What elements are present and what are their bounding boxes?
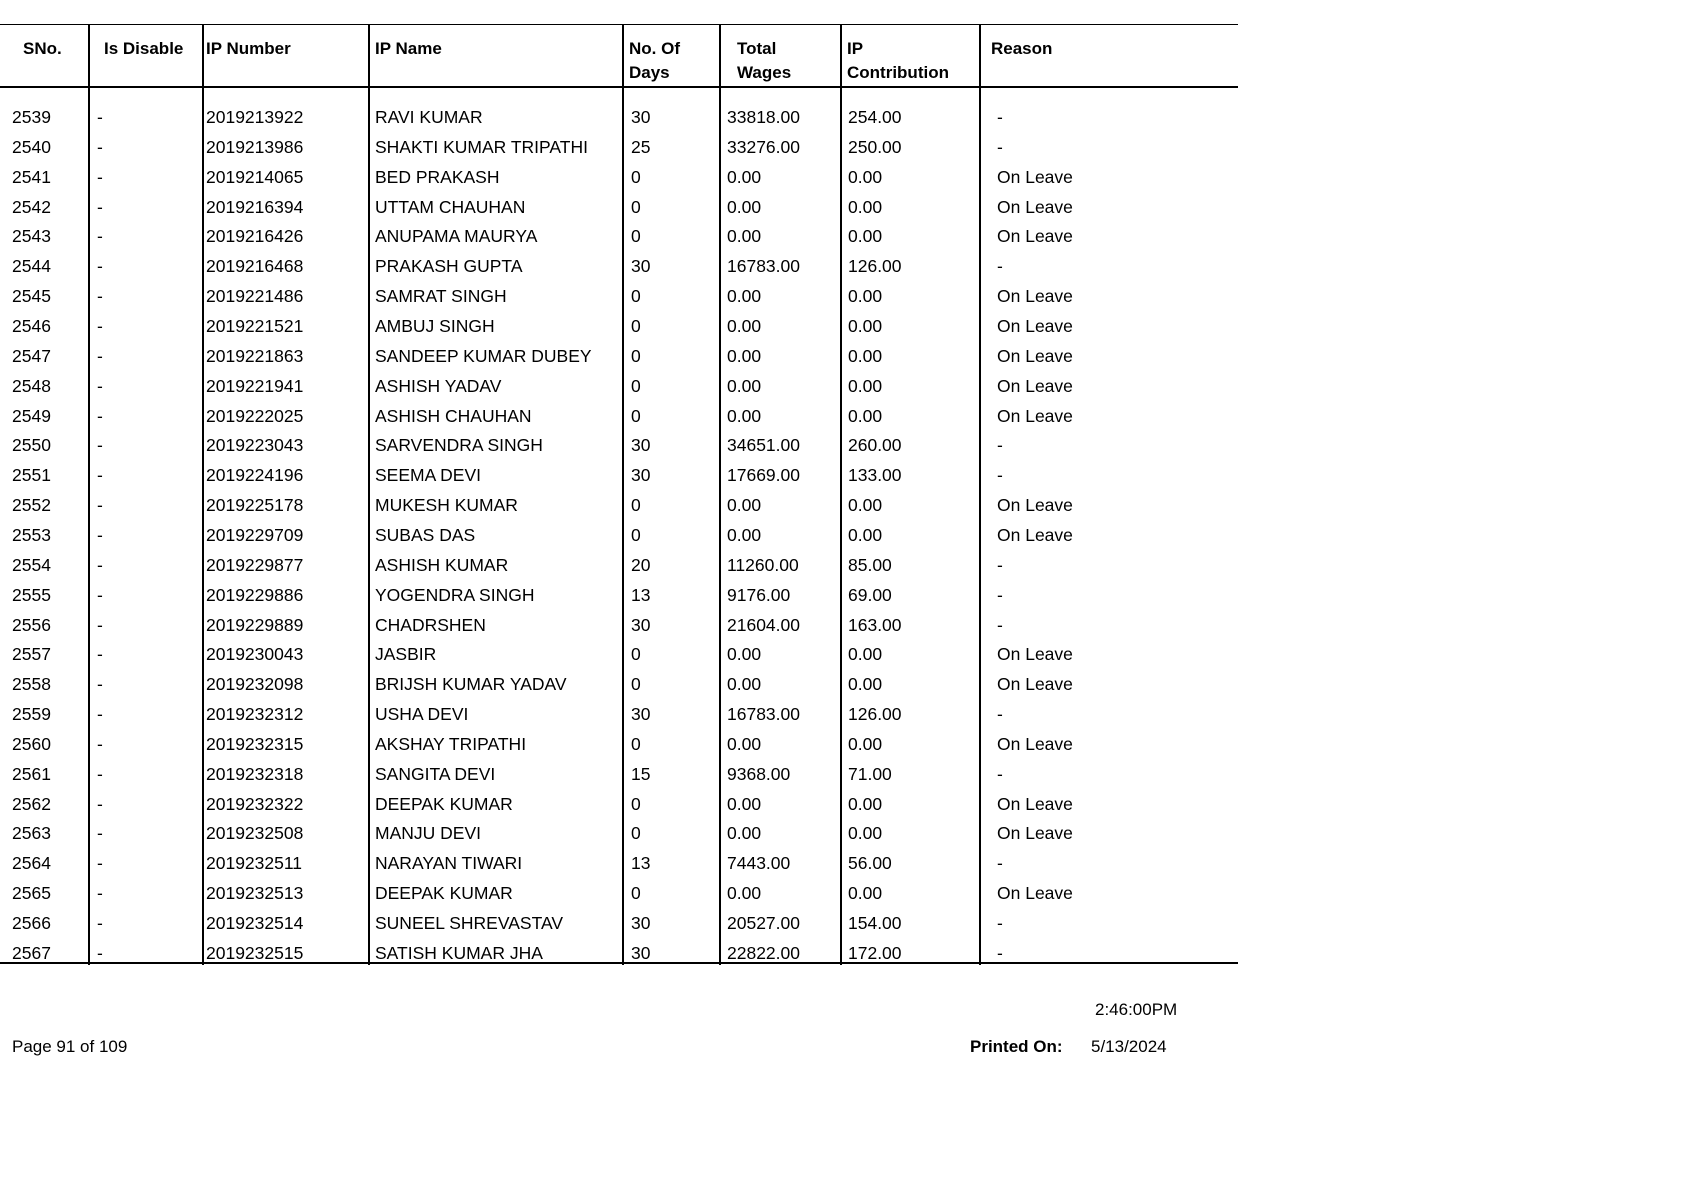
cell-ip-name: SARVENDRA SINGH	[375, 435, 543, 456]
cell-days: 30	[631, 614, 651, 635]
cell-sno: 2552	[12, 495, 51, 516]
printed-date: 5/13/2024	[1091, 1037, 1167, 1056]
cell-is-disable: -	[97, 435, 103, 456]
cell-is-disable: -	[97, 405, 103, 426]
cell-reason: -	[997, 913, 1003, 933]
cell-is-disable: -	[97, 823, 103, 844]
cell-ip-contribution: 71.00	[848, 763, 892, 784]
cell-ip-name: USHA DEVI	[375, 704, 469, 724]
cell-is-disable: -	[97, 644, 103, 665]
cell-days: 0	[631, 495, 641, 516]
cell-ip-contribution: 0.00	[848, 644, 883, 665]
cell-ip-name: SAMRAT SINGH	[375, 286, 507, 307]
cell-days: 30	[631, 256, 651, 277]
cell-reason: -	[997, 136, 1003, 157]
cell-total-wages: 0.00	[727, 226, 762, 247]
cell-days: 30	[631, 465, 651, 486]
cell-ip-contribution: 0.00	[848, 524, 883, 545]
cell-reason: On Leave	[997, 405, 1073, 426]
cell-sno: 2555	[12, 584, 51, 605]
cell-is-disable: -	[97, 883, 103, 904]
cell-days: 13	[631, 853, 651, 874]
cell-sno: 2567	[12, 942, 51, 963]
cell-ip-number: 2019221521	[206, 316, 304, 336]
header-days-line1: No. Of	[629, 39, 680, 58]
cell-ip-number: 2019232508	[206, 823, 304, 844]
cell-ip-name: SANGITA DEVI	[375, 763, 496, 784]
cell-is-disable: -	[97, 524, 103, 545]
cell-ip-number: 2019224196	[206, 465, 304, 486]
cell-ip-contribution: 0.00	[848, 405, 883, 426]
cell-days: 0	[631, 524, 641, 545]
column-divider	[202, 24, 204, 965]
header-bottom-rule	[0, 86, 1238, 88]
cell-is-disable: -	[97, 136, 103, 157]
cell-reason: On Leave	[997, 674, 1073, 695]
cell-days: 0	[631, 226, 641, 247]
cell-total-wages: 33818.00	[727, 107, 800, 127]
cell-days: 0	[631, 793, 641, 814]
cell-reason: -	[997, 704, 1003, 724]
cell-reason: On Leave	[997, 286, 1073, 307]
cell-sno: 2550	[12, 435, 51, 456]
printed-on-label: Printed On:	[970, 1037, 1063, 1056]
cell-sno: 2562	[12, 793, 51, 814]
cell-ip-contribution: 0.00	[848, 375, 883, 396]
column-divider	[840, 24, 842, 965]
cell-is-disable: -	[97, 226, 103, 247]
cell-ip-number: 2019230043	[206, 644, 304, 665]
cell-is-disable: -	[97, 345, 103, 366]
cell-is-disable: -	[97, 674, 103, 695]
cell-days: 0	[631, 286, 641, 307]
cell-reason: -	[997, 256, 1003, 277]
cell-reason: On Leave	[997, 883, 1073, 904]
cell-sno: 2548	[12, 375, 51, 396]
cell-ip-number: 2019232318	[206, 763, 304, 784]
column-divider	[979, 24, 981, 965]
column-divider	[719, 24, 721, 965]
cell-is-disable: -	[97, 375, 103, 396]
cell-reason: On Leave	[997, 316, 1073, 336]
cell-ip-contribution: 0.00	[848, 495, 883, 516]
page-number: Page 91 of 109	[12, 1037, 128, 1056]
cell-total-wages: 17669.00	[727, 465, 800, 486]
cell-total-wages: 7443.00	[727, 853, 791, 874]
cell-ip-contribution: 126.00	[848, 256, 902, 277]
cell-ip-number: 2019221941	[206, 375, 304, 396]
cell-sno: 2564	[12, 853, 51, 874]
cell-is-disable: -	[97, 733, 103, 754]
cell-is-disable: -	[97, 913, 103, 933]
cell-days: 0	[631, 405, 641, 426]
cell-total-wages: 0.00	[727, 166, 762, 187]
cell-sno: 2551	[12, 465, 51, 486]
cell-reason: -	[997, 435, 1003, 456]
cell-ip-contribution: 0.00	[848, 316, 883, 336]
cell-ip-contribution: 250.00	[848, 136, 902, 157]
cell-sno: 2563	[12, 823, 51, 844]
cell-ip-number: 2019214065	[206, 166, 304, 187]
cell-ip-number: 2019229886	[206, 584, 304, 605]
cell-ip-name: DEEPAK KUMAR	[375, 883, 513, 904]
cell-ip-name: YOGENDRA SINGH	[375, 584, 535, 605]
cell-ip-name: PRAKASH GUPTA	[375, 256, 523, 277]
cell-ip-name: SUNEEL SHREVASTAV	[375, 913, 564, 933]
cell-ip-name: SEEMA DEVI	[375, 465, 482, 486]
cell-sno: 2565	[12, 883, 51, 904]
cell-ip-contribution: 172.00	[848, 942, 902, 963]
cell-days: 0	[631, 196, 641, 217]
cell-total-wages: 0.00	[727, 524, 762, 545]
cell-ip-contribution: 69.00	[848, 584, 892, 605]
cell-sno: 2543	[12, 226, 51, 247]
printed-time: 2:46:00PM	[1095, 1000, 1178, 1019]
cell-days: 0	[631, 316, 641, 336]
cell-ip-contribution: 0.00	[848, 226, 883, 247]
cell-ip-number: 2019229889	[206, 614, 304, 635]
cell-is-disable: -	[97, 614, 103, 635]
column-divider	[368, 24, 370, 965]
cell-sno: 2545	[12, 286, 51, 307]
cell-is-disable: -	[97, 853, 103, 874]
cell-reason: -	[997, 942, 1003, 963]
cell-ip-name: AMBUJ SINGH	[375, 316, 495, 336]
cell-reason: On Leave	[997, 166, 1073, 187]
cell-is-disable: -	[97, 584, 103, 605]
cell-ip-number: 2019221486	[206, 286, 304, 307]
cell-ip-contribution: 254.00	[848, 107, 902, 127]
cell-sno: 2557	[12, 644, 51, 665]
cell-ip-number: 2019213986	[206, 136, 304, 157]
cell-ip-name: SATISH KUMAR JHA	[375, 942, 543, 963]
cell-days: 0	[631, 883, 641, 904]
cell-ip-number: 2019232312	[206, 704, 304, 724]
cell-reason: -	[997, 584, 1003, 605]
cell-total-wages: 0.00	[727, 405, 762, 426]
cell-ip-number: 2019232315	[206, 733, 304, 754]
cell-is-disable: -	[97, 286, 103, 307]
cell-ip-name: ASHISH KUMAR	[375, 554, 509, 575]
cell-ip-name: ASHISH CHAUHAN	[375, 405, 532, 426]
cell-total-wages: 0.00	[727, 793, 762, 814]
cell-total-wages: 0.00	[727, 316, 762, 336]
cell-days: 0	[631, 375, 641, 396]
cell-ip-name: CHADRSHEN	[375, 614, 486, 635]
cell-ip-number: 2019213922	[206, 107, 304, 127]
cell-days: 20	[631, 554, 651, 575]
cell-ip-contribution: 0.00	[848, 674, 883, 695]
column-divider	[88, 24, 90, 965]
cell-ip-contribution: 0.00	[848, 733, 883, 754]
cell-is-disable: -	[97, 942, 103, 963]
cell-days: 0	[631, 674, 641, 695]
header-reason: Reason	[991, 39, 1053, 58]
cell-total-wages: 0.00	[727, 823, 762, 844]
cell-sno: 2560	[12, 733, 51, 754]
cell-reason: On Leave	[997, 793, 1073, 814]
cell-reason: -	[997, 614, 1003, 635]
cell-ip-number: 2019232098	[206, 674, 304, 695]
cell-ip-contribution: 0.00	[848, 823, 883, 844]
cell-reason: On Leave	[997, 524, 1073, 545]
cell-sno: 2540	[12, 136, 51, 157]
cell-is-disable: -	[97, 763, 103, 784]
cell-ip-number: 2019221863	[206, 345, 304, 366]
cell-days: 15	[631, 763, 651, 784]
cell-total-wages: 0.00	[727, 286, 762, 307]
header-wages-line2: Wages	[737, 63, 792, 82]
cell-total-wages: 34651.00	[727, 435, 800, 456]
cell-total-wages: 0.00	[727, 883, 762, 904]
cell-ip-name: ASHISH YADAV	[375, 375, 502, 396]
cell-is-disable: -	[97, 495, 103, 516]
cell-reason: On Leave	[997, 733, 1073, 754]
cell-ip-contribution: 0.00	[848, 166, 883, 187]
cell-ip-name: JASBIR	[375, 644, 437, 665]
cell-sno: 2542	[12, 196, 51, 217]
cell-sno: 2546	[12, 316, 51, 336]
cell-days: 30	[631, 704, 651, 724]
cell-total-wages: 33276.00	[727, 136, 800, 157]
cell-ip-number: 2019232322	[206, 793, 304, 814]
cell-is-disable: -	[97, 166, 103, 187]
cell-total-wages: 0.00	[727, 495, 762, 516]
cell-reason: -	[997, 554, 1003, 575]
cell-sno: 2558	[12, 674, 51, 695]
cell-ip-number: 2019225178	[206, 495, 304, 516]
cell-total-wages: 16783.00	[727, 704, 800, 724]
cell-total-wages: 9368.00	[727, 763, 791, 784]
cell-is-disable: -	[97, 554, 103, 575]
cell-ip-contribution: 0.00	[848, 196, 883, 217]
cell-sno: 2566	[12, 913, 51, 933]
header-wages-line1: Total	[737, 39, 777, 58]
cell-reason: On Leave	[997, 823, 1073, 844]
cell-ip-contribution: 0.00	[848, 286, 883, 307]
cell-total-wages: 21604.00	[727, 614, 800, 635]
cell-ip-name: BED PRAKASH	[375, 166, 500, 187]
cell-total-wages: 0.00	[727, 196, 762, 217]
header-contribution-line1: IP	[847, 39, 864, 58]
cell-sno: 2549	[12, 405, 51, 426]
cell-ip-name: MANJU DEVI	[375, 823, 481, 844]
table-bottom-rule	[0, 962, 1238, 964]
cell-ip-contribution: 126.00	[848, 704, 902, 724]
cell-sno: 2556	[12, 614, 51, 635]
cell-total-wages: 11260.00	[727, 554, 799, 575]
cell-sno: 2544	[12, 256, 51, 277]
cell-ip-contribution: 133.00	[848, 465, 902, 486]
cell-is-disable: -	[97, 256, 103, 277]
header-contribution-line2: Contribution	[847, 63, 949, 82]
cell-days: 30	[631, 913, 651, 933]
cell-sno: 2561	[12, 763, 51, 784]
cell-ip-name: UTTAM CHAUHAN	[375, 196, 526, 217]
cell-ip-contribution: 163.00	[848, 614, 902, 635]
cell-ip-name: SANDEEP KUMAR DUBEY	[375, 345, 592, 366]
cell-ip-number: 2019223043	[206, 435, 304, 456]
cell-ip-name: DEEPAK KUMAR	[375, 793, 513, 814]
cell-ip-contribution: 154.00	[848, 913, 902, 933]
cell-reason: -	[997, 853, 1003, 874]
cell-ip-number: 2019216468	[206, 256, 304, 277]
cell-ip-contribution: 85.00	[848, 554, 892, 575]
cell-reason: On Leave	[997, 226, 1073, 247]
cell-is-disable: -	[97, 316, 103, 336]
cell-total-wages: 16783.00	[727, 256, 800, 277]
cell-is-disable: -	[97, 107, 103, 127]
cell-ip-number: 2019232513	[206, 883, 304, 904]
column-divider	[622, 24, 624, 965]
cell-days: 0	[631, 823, 641, 844]
cell-ip-contribution: 0.00	[848, 793, 883, 814]
cell-ip-number: 2019232514	[206, 913, 304, 933]
cell-total-wages: 0.00	[727, 345, 762, 366]
cell-ip-contribution: 56.00	[848, 853, 892, 874]
cell-reason: On Leave	[997, 345, 1073, 366]
cell-reason: On Leave	[997, 375, 1073, 396]
cell-is-disable: -	[97, 704, 103, 724]
cell-reason: On Leave	[997, 495, 1073, 516]
header-sno: SNo.	[23, 39, 62, 58]
cell-days: 30	[631, 435, 651, 456]
cell-total-wages: 9176.00	[727, 584, 791, 605]
cell-days: 0	[631, 345, 641, 366]
cell-ip-name: BRIJSH KUMAR YADAV	[375, 674, 567, 695]
header-days-line2: Days	[629, 63, 670, 82]
cell-ip-number: 2019232515	[206, 942, 304, 963]
header-is-disable: Is Disable	[104, 39, 184, 58]
cell-total-wages: 0.00	[727, 733, 762, 754]
cell-days: 30	[631, 942, 651, 963]
cell-ip-name: AKSHAY TRIPATHI	[375, 733, 527, 754]
cell-sno: 2539	[12, 107, 51, 127]
cell-ip-contribution: 0.00	[848, 345, 883, 366]
cell-reason: -	[997, 107, 1003, 127]
cell-ip-name: SHAKTI KUMAR TRIPATHI	[375, 136, 588, 157]
cell-days: 0	[631, 644, 641, 665]
cell-ip-number: 2019229709	[206, 524, 304, 545]
table-top-rule	[0, 24, 1238, 25]
header-ip-number: IP Number	[206, 39, 291, 58]
cell-days: 0	[631, 733, 641, 754]
cell-total-wages: 0.00	[727, 375, 762, 396]
cell-ip-name: NARAYAN TIWARI	[375, 853, 523, 874]
cell-ip-name: MUKESH KUMAR	[375, 495, 518, 516]
cell-ip-contribution: 0.00	[848, 883, 883, 904]
cell-is-disable: -	[97, 793, 103, 814]
cell-days: 13	[631, 584, 651, 605]
cell-sno: 2547	[12, 345, 51, 366]
cell-is-disable: -	[97, 196, 103, 217]
cell-sno: 2554	[12, 554, 51, 575]
cell-ip-number: 2019222025	[206, 405, 304, 426]
cell-ip-number: 2019232511	[206, 853, 303, 874]
cell-total-wages: 0.00	[727, 674, 762, 695]
cell-reason: On Leave	[997, 196, 1073, 217]
cell-sno: 2541	[12, 166, 51, 187]
header-ip-name: IP Name	[375, 39, 442, 58]
cell-days: 30	[631, 107, 651, 127]
cell-days: 25	[631, 136, 651, 157]
cell-ip-name: RAVI KUMAR	[375, 107, 483, 127]
cell-total-wages: 0.00	[727, 644, 762, 665]
cell-sno: 2559	[12, 704, 51, 724]
cell-days: 0	[631, 166, 641, 187]
cell-reason: On Leave	[997, 644, 1073, 665]
cell-ip-contribution: 260.00	[848, 435, 902, 456]
cell-sno: 2553	[12, 524, 51, 545]
cell-ip-name: ANUPAMA MAURYA	[375, 226, 538, 247]
cell-reason: -	[997, 465, 1003, 486]
cell-total-wages: 20527.00	[727, 913, 800, 933]
cell-total-wages: 22822.00	[727, 942, 800, 963]
cell-ip-name: SUBAS DAS	[375, 524, 476, 545]
cell-ip-number: 2019229877	[206, 554, 304, 575]
cell-ip-number: 2019216394	[206, 196, 304, 217]
cell-is-disable: -	[97, 465, 103, 486]
cell-ip-number: 2019216426	[206, 226, 304, 247]
cell-reason: -	[997, 763, 1003, 784]
